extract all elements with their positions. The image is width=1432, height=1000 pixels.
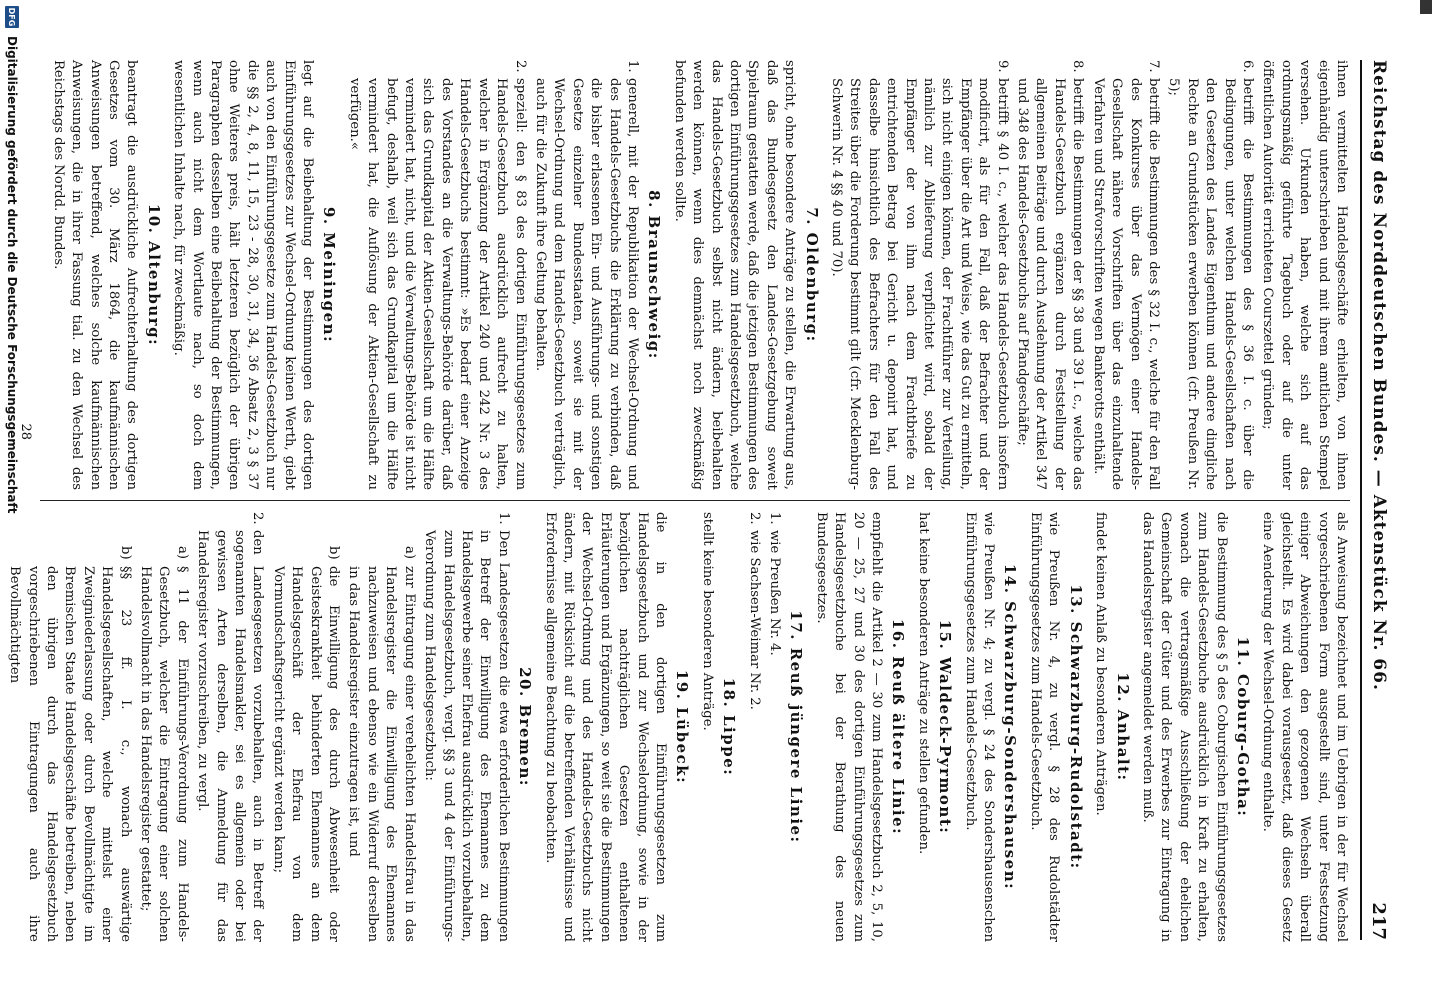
sub-list-item xyxy=(5,512,134,942)
section-heading-reuss-juengere: 17. Reuß jüngere Linie: xyxy=(787,610,806,844)
section-heading-reuss-aeltere: 16. Reuß ältere Linie: xyxy=(889,618,908,836)
sub-list-item xyxy=(268,512,342,942)
header-dash: — xyxy=(1369,469,1389,488)
section-heading-braunschweig: 8. Braunschweig: xyxy=(645,190,664,360)
section-text-oldenburg: spricht, ohne besondere Anträge zu stellen, die Erwartung aus, daß das Bundesgesetz den Landes-Gesetzgebung soweit Spielraum gestatten werde, daß die jetzigen Bestimmungen des dortigen Einführungsgesetzes zum Handelsgesetzbuch, welche das Handels-Gesetzbuch selbst nicht ändern, beibehalten werden können, wenn dies demnächst noch zweckmäßig befunden werden sollte. xyxy=(671,60,798,490)
item-number: 2. xyxy=(250,512,266,525)
item-text: wie Sachsen-Weimar Nr. 2. xyxy=(746,530,762,710)
item-number: 1. xyxy=(624,60,640,73)
item-number: 6. xyxy=(1239,60,1255,73)
section-text-altenburg: beantragt die ausdrückliche Aufrechterhaltung des dortigen Gesetzes vom 30. März 1864, die kaufmännischen Anweisungen betreffend, welches solche kaufmännischen Anweisungen, die in ihrer Fassung tial. zu den Wechsel des Reichstags des Nordd. Bundes. xyxy=(50,60,140,490)
section-text-anhalt: findet keinen Anlaß zu besonderen Anträgen. xyxy=(1093,512,1109,816)
list-item xyxy=(1164,60,1256,490)
header-rule xyxy=(1360,60,1362,940)
list-item xyxy=(420,512,512,942)
right-intro: als Anweisung bezeichnet und im Uebrigen in der für Wechsel vorgeschriebenen Form ausgestellt sind, unter Festsetzung einiger Abweichungen den gezogenen Wechseln überall gleichstellt. Es wird dabei vorausgesetzt, daß dieses Gesetz eine Aenderung der Wechsel-Ordnung enthalte. xyxy=(1260,512,1349,942)
item-number: 9. xyxy=(994,60,1010,73)
list-item xyxy=(1088,60,1162,490)
item-text: den Landesgesetzen vorzubehalten, auch in Betreff der sogenannten Handelsmakler, sei es allgemein oder bei gewissen Arten derselben, die Anmeldung für das Handelsregister vorzuschreiben, zu vergl. xyxy=(195,530,266,942)
digitization-footer xyxy=(0,0,24,1000)
item-number: a) xyxy=(401,546,417,560)
list-item xyxy=(744,512,762,942)
section-text-lippe: stellt keine besonderen Anträge. xyxy=(699,512,715,731)
column-divider xyxy=(40,500,1350,501)
header-left-text: Reichstag des Norddeutschen Bundes. xyxy=(1369,60,1389,463)
item-text: § 11 der Einführungs-Verordnung zum Handels-Gesetzbuch, welcher die Eintragung einer solchen Handelsvollmacht in das Handelsregister gestattet; xyxy=(138,566,190,942)
item-number: 1. xyxy=(495,512,511,525)
list-item xyxy=(531,60,641,490)
list-item xyxy=(1013,60,1087,490)
item-text: zur Eintragung einer verehelichten Handelsfrau in das Handelsregister die Einwilligung des Ehemannes nachzuweisen und ebenso wie ein Widerruf derselben in das Handelsregister einzutragen ist, und xyxy=(346,566,417,942)
section-text-luebeck: die in den dortigen Einführungsgesetzen zum Handelsgesetzbuch und zur Wechselordnung, sowie in der bezüglichen nachträglichen Gesetzen enthaltenen Erläuterungen und Ergänzungen, so weit sie die Bestimmungen der Wechsel-Ordnung und des Handels-Gesetzbuchs nicht ändern, mit Rücksicht auf die betreffenden Verhältnisse und Erfordernisse allgemeine Beachtung zu beobachten. xyxy=(542,512,668,942)
item-text: Den Landesgesetzen die etwa erforderlichen Bestimmungen in Betreff der Einwilligung des Ehemannes zu dem Handelsgewerbe seiner Ehefrau ausdrücklich vorzubehalten, zum Handelsgesetzbuch, vergl. §§ 3 und 4 der Einführungs-Verordnung zum Handelsgesetzbuch: xyxy=(422,530,511,942)
header-right-text: Aktenstück Nr. 66. xyxy=(1369,494,1389,691)
left-column xyxy=(40,60,1350,490)
item-number: 1. xyxy=(767,512,783,525)
section-text-meiningen: legt auf die Beibehaltung der Bestimmungen des dortigen Einführungsgesetzes zur Wechsel-Ordnung keinen Werth, giebt auch von den Einführungsgesetze zum Handels-Gesetzbuch nur die §§ 2, 4, 8, 11, 15, 23 - 28, 30, 31, 34, 36 Absatz 2, 3 § 37 ohne Weiteres preis, hält letzteren bezüglich der übrigen Paragraphen desselben eine Beibehaltung der Bestimmungen, wenn auch nicht dem Wortlaute nach, so doch dem wesentlichen Inhalte nach, für zweckmäßig. xyxy=(171,60,316,490)
section-heading-meiningen: 9. Meiningen: xyxy=(320,206,339,344)
scan-corner-mark xyxy=(1420,0,1432,14)
item-text: die Einwilligung des durch Abwesenheit oder Geisteskrankheit behinderten Ehemannes an dem Handelsgeschäft der Ehefrau von dem Vormundschaftsgericht ergänzt werden kann; xyxy=(270,566,342,942)
list-item xyxy=(193,512,267,942)
section-heading-oldenburg: 7. Oldenburg: xyxy=(802,207,821,343)
list-item xyxy=(344,60,528,490)
footer-text: Digitalisierung gefördert durch die Deutsche Forschungsgemeinschaft xyxy=(5,36,19,514)
item-number: 2. xyxy=(512,60,528,73)
section-heading-luebeck: 19. Lübeck: xyxy=(673,669,692,785)
item-number: b) xyxy=(117,546,133,560)
list-item xyxy=(765,512,783,942)
item-text: betrifft die Bestimmungen des § 36 I. c. über die Bedingungen, unter welchen Handels-Gesellschaften nach den Gesetzen des Landes Eigenthum und andere dingliche Rechte an Grundstücken erwerben können (cfr. Preußen Nr. 5); xyxy=(1166,78,1255,490)
item-number: 7. xyxy=(1145,60,1161,73)
section-heading-waldeck: 15. Waldeck-Pyrmont: xyxy=(936,619,955,835)
item-number: 2. xyxy=(746,512,762,525)
item-text: wie Preußen Nr. 4. xyxy=(767,530,783,656)
section-text-rudolstadt: wie Preußen Nr. 4, zu vergl. § 28 des Rudolstädter Einführungsgesetzes zum Handels-Gesetzbuch. xyxy=(1027,512,1062,942)
item-text: betrifft die Bestimmungen des § 32 I. c., welche für den Fall des Konkurses über das Vermögen einer Handels-Gesellschaft nähere Vorschriften über das einzuhaltende Verfahren und Strafvorschriften wegen Bankerotts enthält. xyxy=(1090,78,1161,490)
item-number: a) xyxy=(174,546,190,560)
left-intro: ihnen vermittelten Handelsgeschäfte erhielten, von ihnen eigenhändig unterschrieben und mit ihrem amtlichen Stempel versehen. Urkunden haben, welche sich auf das ordnungsmäßig geführte Tagebuch oder auf die unter öffentlichen Autorität errichteten Courszettel gründen; xyxy=(1260,60,1349,490)
section-heading-bremen: 20. Bremen: xyxy=(516,667,535,787)
page-header xyxy=(1364,60,1394,940)
section-text-sondershausen: wie Preußen Nr. 4; zu vergl. § 24 des Sondershausenschen Einführungsgesetzes zum Handels-Gesetzbuch. xyxy=(962,512,997,942)
section-text-waldeck: hat keine besonderen Anträge zu stellen gefunden. xyxy=(915,512,931,855)
item-text: speziell: den § 83 des dortigen Einführungsgesetzes zum Handels-Gesetzbuch ausdrücklich aufrecht zu halten, welcher in Ergänzung der Artikel 240 und 242 Nr. 3 des Handels-Gesetzbuchs bestimmt: »Es bedarf einer Anzeige des Vorstandes an die Verwaltungs-Behörde darüber, daß sich das Grundkapital der Aktien-Gesellschaft um die Hälfte vermindert hat, nicht, und die Verwaltungs-Behörde ist nicht befugt, deshalb, weil sich das Grundkapital um die Hälfte vermindert hat, die Auflösung der Aktien-Gesellschaft zu verfügen.« xyxy=(346,78,528,490)
item-text: betrifft die Bestimmungen der §§ 38 und 39 I. c., welche das Handels-Gesetzbuch ergänzen durch Feststellung der allgemeinen Beiträge und durch Ausdehnung der Artikel 347 und 348 des Handels-Gesetzbuchs auf Pfandgeschäfte; xyxy=(1015,78,1086,490)
list-item xyxy=(827,60,1011,490)
section-heading-coburg: 11. Coburg-Gotha: xyxy=(1233,636,1252,818)
section-heading-altenburg: 10. Altenburg: xyxy=(144,203,163,347)
item-text: generell, mit der Republikation der Wechsel-Ordnung und des Handels-Gesetzbuchs die Erklärung zu verbinden, daß die bisher erlassenen Ein- und Ausführungs- und sonstigen Gesetze einzelner Bundesstaaten, soweit sie mit der Wechsel-Ordnung und dem Handels-Gesetzbuch verträglich, auch für die Zukunft ihre Geltung behalten. xyxy=(532,78,640,490)
item-number: 8. xyxy=(1070,60,1086,73)
section-heading-sondershausen: 14. Schwarzburg-Sondershausen: xyxy=(1001,563,1020,891)
header-title xyxy=(1369,60,1389,691)
dfg-logo-icon: DFG xyxy=(5,6,19,28)
page-bottom-number: 28 xyxy=(18,423,33,440)
section-heading-lippe: 18. Lippe: xyxy=(720,677,739,777)
right-column xyxy=(7,512,1350,942)
item-number: b) xyxy=(326,546,342,560)
section-heading-rudolstadt: 13. Schwarzburg-Rudolstadt: xyxy=(1066,584,1085,870)
section-text-reuss-aeltere: empfiehlt die Artikel 2 — 30 zum Handelsgesetzbuch 2, 5, 10, 20 — 25, 27 und 30 des dortigen Einführungsgesetzes zum Handelsgesetzbuche bei der Berathung des neuen Bundesgesetzes. xyxy=(813,512,885,942)
item-text: §§ 23 ff. I. c., wonach auswärtige Handelsgesellschaften, welche mittelst einer Zweigniederlassung oder durch Bevollmächtigte im Bremischen Staate Handelsgeschäfte betreiben, neben den übrigen durch das Handelsgesetzbuch vorgeschriebenen Eintragungen auch ihre Bevollmächtigten xyxy=(7,566,133,942)
sub-list-item xyxy=(344,512,418,942)
item-text: betrifft § 40 I. c., welcher das Handels-Gesetzbuch insofern modificirt, als für den Fall, daß der Befrachter und der Empfänger über die Art und Weise, wie das Gut zu ermitteln, sich nicht einigen können, der Frachtführer zur Verteilung, nämlich zur Ablieferung verpflichtet wird, sobald der Empfänger der von ihm nach dem Frachtbriefe zu entrichtenden Betrag bei Gericht u. deponirt hat, und dasselbe hinsichtlich des Befrachters für den Fall des Streites über die Forderung bestimmt gilt (cfr. Mecklenburg-Schwerin Nr. 4 §§ 40 und 70). xyxy=(829,78,1010,490)
section-heading-anhalt: 12. Anhalt: xyxy=(1113,672,1132,782)
header-page-number: 217 xyxy=(1368,902,1390,940)
section-text-coburg: die Bestimmung des § 5 des Coburgischen Einführungsgesetzes zum Handels-Gesetzbuche ausdrücklich in Kraft zu erhalten, wonach die vertragsmäßige Ausschließung der ehelichen Gemeinschaft der Güter und des Erwerbes zur Eintragung in das Handelsregister angemeldet werden muß. xyxy=(1139,512,1229,942)
sub-list-item xyxy=(136,512,191,942)
